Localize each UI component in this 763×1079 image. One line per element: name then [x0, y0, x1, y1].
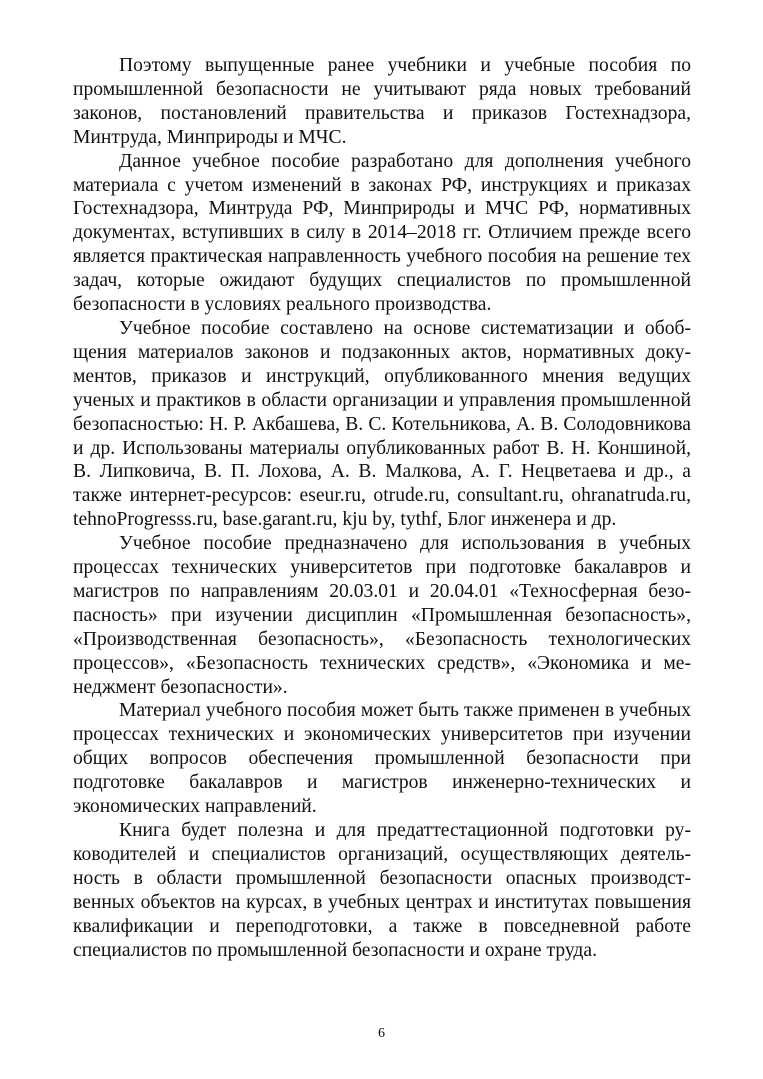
paragraph-2: Данное учебное пособие разработано для дополнения учебного материала с учетом изменений в законах РФ, инструкциях и приказах Гостехнадзора, Минтруда РФ, Минприроды и МЧС РФ, нормативных документах, вступивших в силу в 2014–2018 гг. Отличием прежде всего является практическая направленность учебного пособия на решение тех задач, которые ожидают будущих специалистов по промышленной безопасности в условиях реального производства. — [73, 150, 691, 316]
paragraph-3: Учебное пособие составлено на основе систематизации и обобщения материалов законов и подзаконных актов, нормативных документов, приказов и инструкций, опубликованного мнения ведущих ученых и практиков в области организации и управления промышленной безопасностью: Н. Р. Акбашева, В. С. Котельникова, А. В. Солодовникова и др. Использованы материалы опубликованных работ В. Н. Коншиной, В. Липковича, В. П. Лохова, А. В. Малкова, А. Г. Нецветаева и др., а также интернет-ресурсов: eseur.ru, otrude.ru, consultant.ru, ohranatruda.ru, tehnoProgresss.ru, base.garant.ru, kju by, tythf, Блог инженера и др. — [73, 317, 691, 531]
page-number: 6 — [378, 1026, 385, 1041]
paragraph-5: Материал учебного пособия может быть также применен в учебных процессах технических и экономических университетов при изучении общих вопросов обеспечения промышленной безопасности при подготовке бакалавров и магистров инженерно-технических и экономических направлений. — [73, 700, 691, 818]
paragraph-6: Книга будет полезна и для предаттестационной подготовки руководителей и специалистов организаций, осуществляющих деятельность в области промышленной безопасности опасных производственных объектов на курсах, в учебных центрах и институтах повышения квалификации и переподготовки, а также в повседневной работе специалистов по промышленной безопасности и охране труда. — [73, 820, 691, 961]
body-text — [73, 54, 691, 962]
paragraph-4: Учебное пособие предназначено для использования в учебных процессах технических университетов при подготовке бакалавров и магистров по направлениям 20.03.01 и 20.04.01 «Техносферная безопасность» при изучении дисциплин «Промышленная безопасность», «Производственная безопасность», «Безопасность технологических процессов», «Безопасность технических средств», «Экономика и менеджмент безопасности». — [73, 533, 691, 698]
paragraph-1: Поэтому выпущенные ранее учебники и учебные пособия по промышленной безопасности не учитывают ряда новых требований законов, постановлений правительства и приказов Гостехнадзора, Минтруда, Минприроды и МЧС. — [73, 55, 691, 148]
